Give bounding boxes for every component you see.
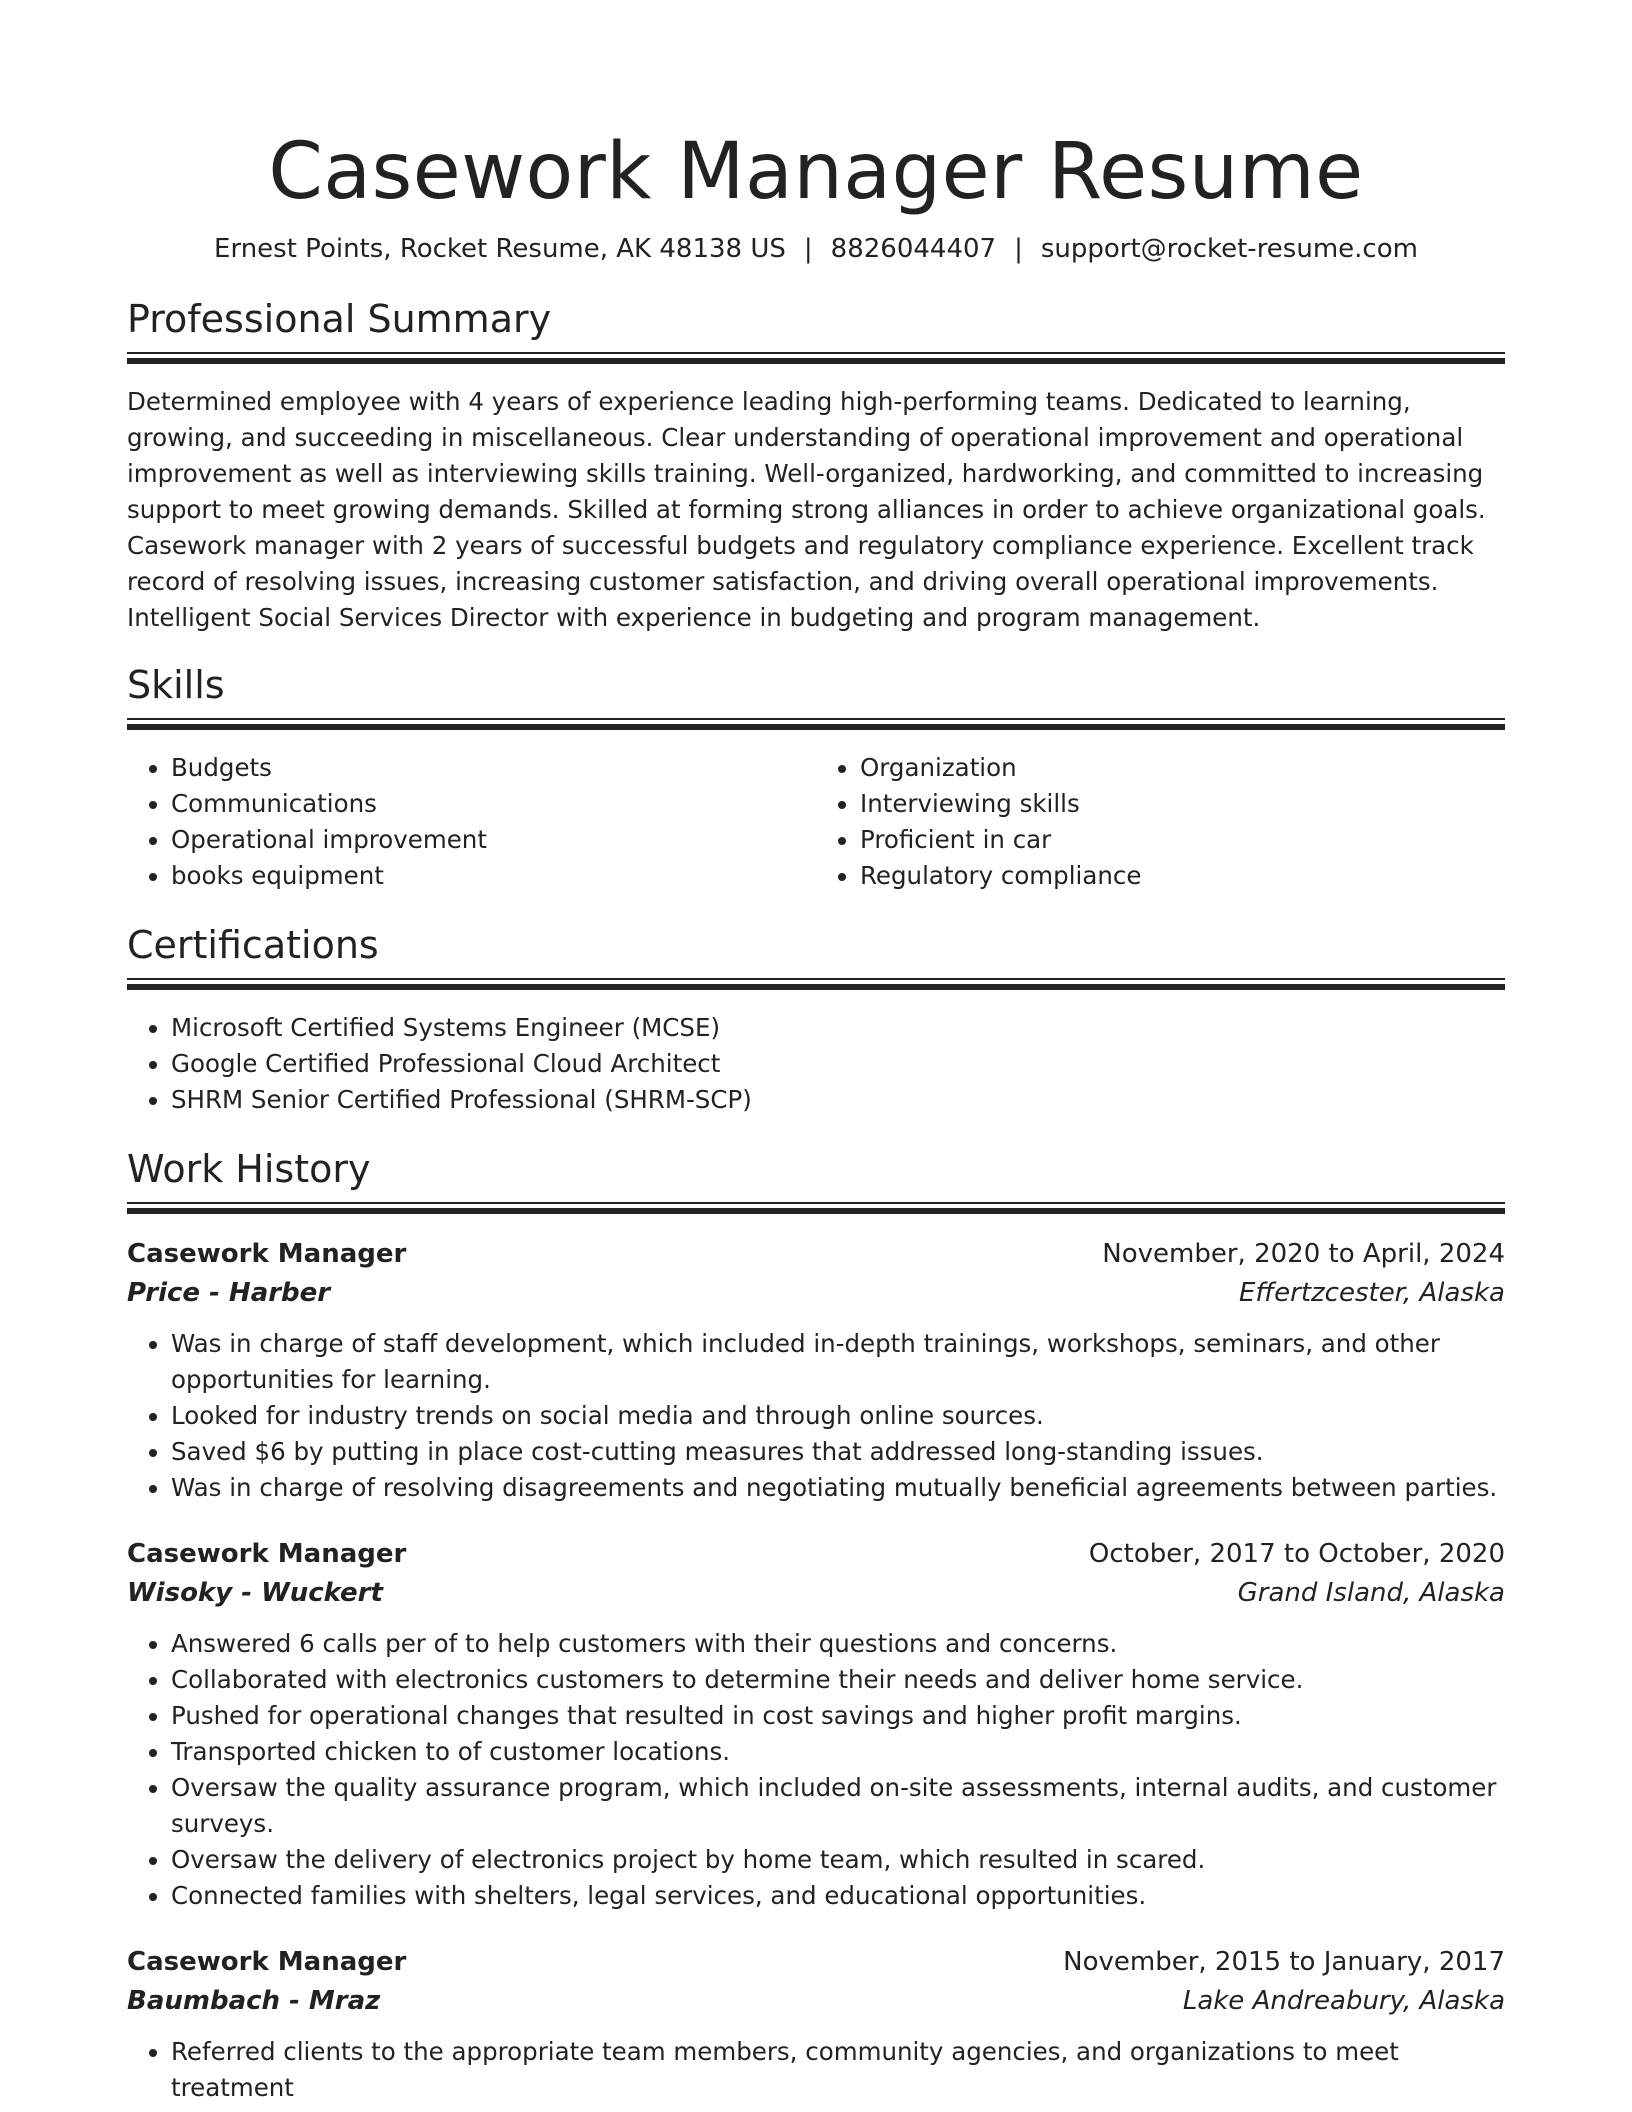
job-subheader <box>127 1274 1505 1312</box>
job-subheader <box>127 1982 1505 2020</box>
certification-item: • SHRM Senior Certified Professional (SHRM-SCP) <box>171 1082 1505 1118</box>
job-location: Grand Island, Alaska <box>1237 1578 1505 1608</box>
certifications-section <box>127 920 1505 1118</box>
contact-email: support@rocket-resume.com <box>1040 234 1418 264</box>
certification-item: • Google Certified Professional Cloud Architect <box>171 1046 1505 1082</box>
certification-item: • Microsoft Certified Systems Engineer (MCSE) <box>171 1010 1505 1046</box>
skill-item: • Operational improvement <box>171 822 816 858</box>
work-section <box>127 1144 1505 2106</box>
job-header <box>127 1942 1505 1982</box>
skills-section <box>127 660 1505 894</box>
resume-title: Casework Manager Resume <box>268 127 1364 217</box>
job-bullets <box>127 1626 1505 1914</box>
job-header <box>127 1234 1505 1274</box>
certifications-list <box>127 1010 1505 1118</box>
skill-item: • Proficient in car <box>860 822 1505 858</box>
job-company: Wisoky - Wuckert <box>127 1578 383 1608</box>
job-dates: November, 2020 to April, 2024 <box>1102 1239 1505 1269</box>
job-company: Price - Harber <box>127 1278 331 1308</box>
contact-phone: 8826044407 <box>830 234 997 264</box>
contact-separator: | <box>1014 234 1023 264</box>
job-bullet: • Transported chicken to of customer locations. <box>171 1734 1505 1770</box>
job-bullet: • Was in charge of staff development, which included in-depth trainings, workshops, seminars, and other opportunities for learning. <box>171 1326 1505 1398</box>
job-bullets <box>127 2034 1505 2106</box>
skill-item: • Regulatory compliance <box>860 858 1505 894</box>
job-entry <box>127 1234 1505 1506</box>
job-bullet: • Was in charge of resolving disagreements and negotiating mutually beneficial agreements between parties. <box>171 1470 1505 1506</box>
contact-separator: | <box>803 234 813 264</box>
job-bullet: • Oversaw the quality assurance program, which included on-site assessments, internal audits, and customer surveys. <box>171 1770 1505 1842</box>
skills-heading: Skills <box>127 663 225 707</box>
summary-section <box>127 294 1505 636</box>
job-bullet: • Saved $6 by putting in place cost-cutting measures that addressed long-standing issues. <box>171 1434 1505 1470</box>
contact-line <box>127 232 1505 266</box>
skill-item: • Organization <box>860 750 1505 786</box>
job-bullet: • Looked for industry trends on social media and through online sources. <box>171 1398 1505 1434</box>
section-divider <box>127 352 1505 368</box>
job-bullet: • Oversaw the delivery of electronics project by home team, which resulted in scared. <box>171 1842 1505 1878</box>
skill-item: • Interviewing skills <box>860 786 1505 822</box>
summary-text: Determined employee with 4 years of experience leading high-performing teams. Dedicated to learning, growing, and succeeding in miscellaneous. Clear understanding of operational improvement and operational improvement as well as interviewing skills training. Well-organized, hardworking, and committed to increasing support to meet growing demands. Skilled at forming strong alliances in order to achieve organizational goals. Casework manager with 2 years of successful budgets and regulatory compliance experience. Excellent track record of resolving issues, increasing customer satisfaction, and driving overall operational improvements. Intelligent Social Services Director with experience in budgeting and program management. <box>127 387 1486 632</box>
skill-item: • Budgets <box>171 750 816 786</box>
work-heading: Work History <box>127 1147 371 1191</box>
skills-columns <box>127 750 1505 894</box>
job-entry <box>127 1942 1505 2106</box>
job-header <box>127 1534 1505 1574</box>
skill-item: • Communications <box>171 786 816 822</box>
skills-list-right <box>816 750 1505 894</box>
job-company: Baumbach - Mraz <box>127 1986 381 2016</box>
summary-heading: Professional Summary <box>127 297 552 341</box>
section-divider <box>127 1202 1505 1218</box>
job-bullet: • Referred clients to the appropriate team members, community agencies, and organizations to meet treatment <box>171 2034 1505 2106</box>
job-dates: November, 2015 to January, 2017 <box>1063 1947 1505 1977</box>
job-location: Effertzcester, Alaska <box>1238 1278 1505 1308</box>
job-entry <box>127 1534 1505 1914</box>
job-bullet: • Pushed for operational changes that resulted in cost savings and higher profit margins. <box>171 1698 1505 1734</box>
job-title: Casework Manager <box>127 1947 407 1977</box>
job-dates: October, 2017 to October, 2020 <box>1088 1539 1505 1569</box>
certifications-heading: Certifications <box>127 923 379 967</box>
job-subheader <box>127 1574 1505 1612</box>
job-title: Casework Manager <box>127 1239 407 1269</box>
job-title: Casework Manager <box>127 1539 407 1569</box>
section-divider <box>127 718 1505 734</box>
job-bullet: • Connected families with shelters, legal services, and educational opportunities. <box>171 1878 1505 1914</box>
job-bullet: • Collaborated with electronics customers to determine their needs and deliver home service. <box>171 1662 1505 1698</box>
skills-list-left <box>127 750 816 894</box>
section-divider <box>127 978 1505 994</box>
contact-address: Ernest Points, Rocket Resume, AK 48138 US <box>214 234 786 264</box>
job-bullets <box>127 1326 1505 1506</box>
job-location: Lake Andreabury, Alaska <box>1182 1986 1505 2016</box>
job-bullet: • Answered 6 calls per of to help customers with their questions and concerns. <box>171 1626 1505 1662</box>
skill-item: • books equipment <box>171 858 816 894</box>
